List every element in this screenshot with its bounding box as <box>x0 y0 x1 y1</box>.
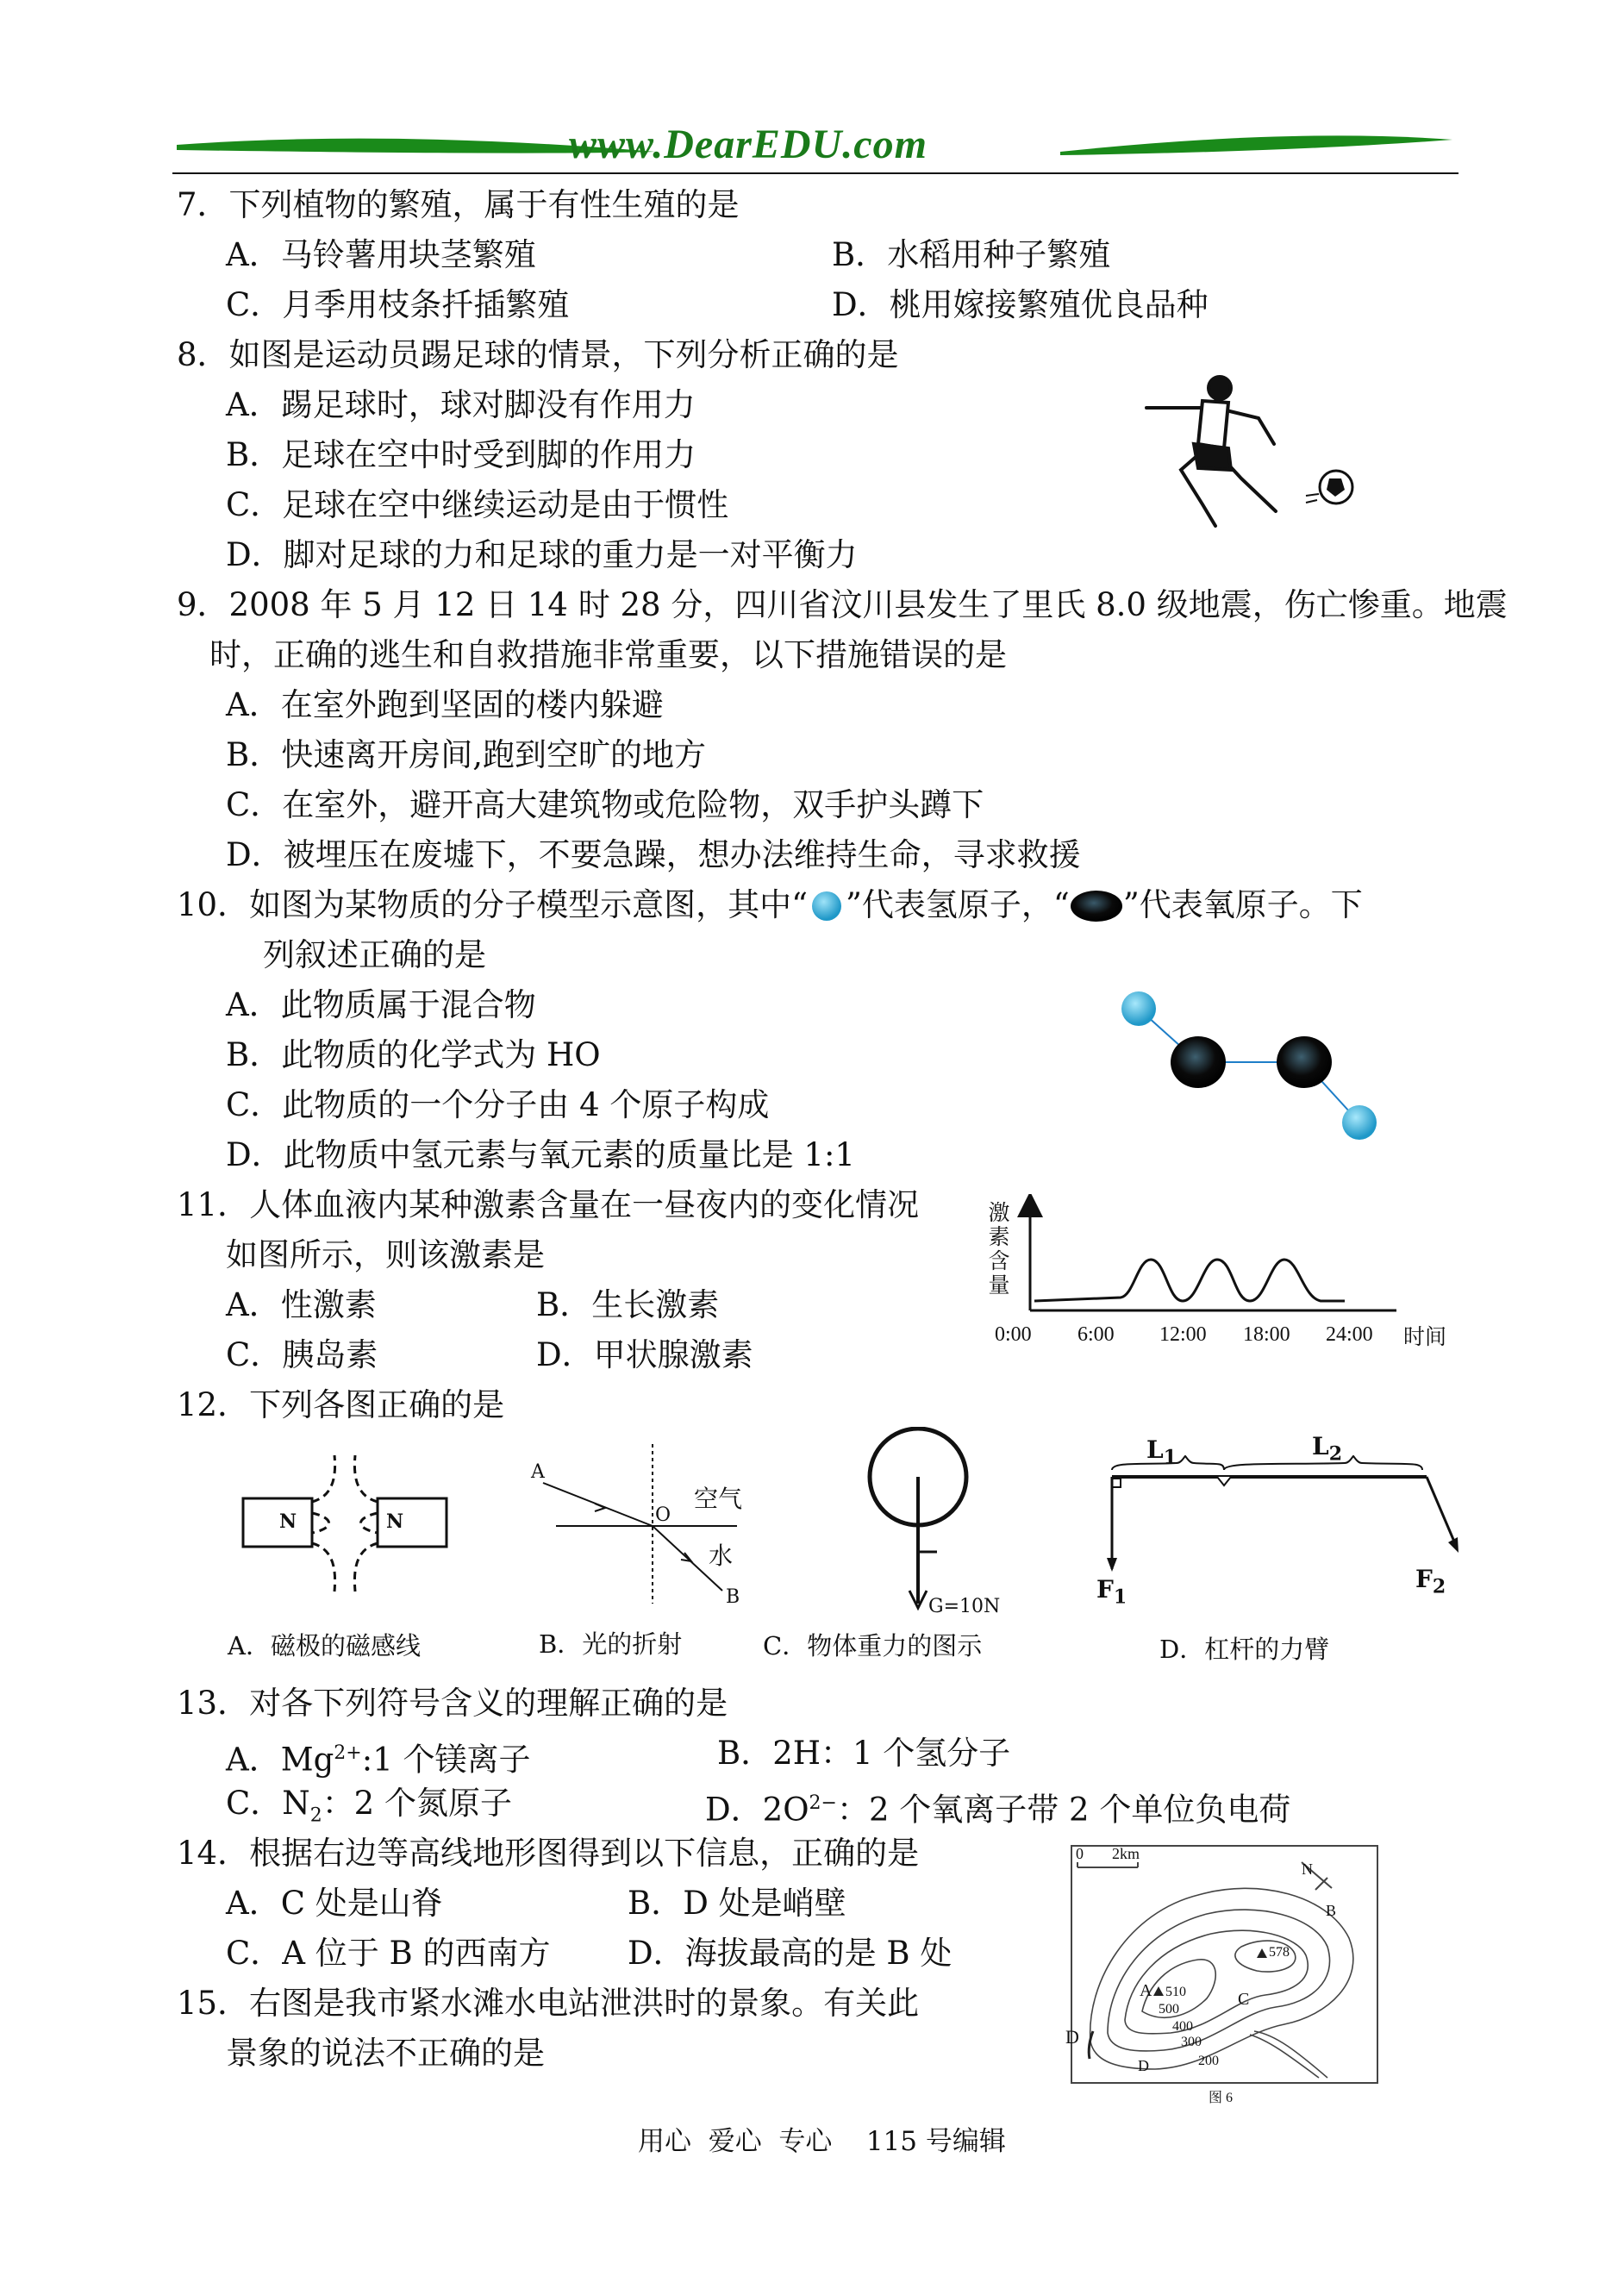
lever-l1-subscript: 1 <box>1163 1446 1177 1469</box>
q13-c-meaning: ：2 个氮原子 <box>322 1785 512 1822</box>
q13-option-c <box>226 1785 512 1835</box>
q8-option-b: B．足球在空中时受到脚的作用力 <box>226 436 696 473</box>
q11-option-d: D．甲状腺激素 <box>536 1336 753 1373</box>
q10-option-c: C．此物质的一个分子由 4 个原子构成 <box>226 1086 770 1123</box>
q10-stem-line1 <box>177 886 1363 924</box>
q12-stem: 12．下列各图正确的是 <box>177 1386 505 1423</box>
q14-option-a: A．C 处是山脊 <box>226 1885 443 1922</box>
q14-option-c: C．A 位于 B 的西南方 <box>226 1935 551 1972</box>
q11-stem-line2: 如图所示，则该激素是 <box>226 1236 545 1273</box>
contour-map <box>1065 1843 1384 2106</box>
q10-stem-part1: 10．如图为某物质的分子模型示意图，其中“ <box>177 886 808 923</box>
q11-option-b: B．生长激素 <box>536 1286 720 1323</box>
lever-figure <box>1095 1432 1465 1617</box>
lever-label-l2 <box>1312 1432 1342 1466</box>
q8-option-d: D．脚对足球的力和足球的重力是一对平衡力 <box>226 536 858 573</box>
q9-option-b: B．快速离开房间,跑到空旷的地方 <box>226 736 706 773</box>
lever-l1-letter: L <box>1146 1435 1164 1464</box>
q10-stem-part3: ”代表氧原子。下 <box>1122 886 1363 923</box>
q9-option-c: C．在室外，避开高大建筑物或危险物，双手护头蹲下 <box>226 786 984 823</box>
q13-d-meaning: ：2 个氧离子带 2 个单位负电荷 <box>836 1791 1291 1829</box>
q9-option-d: D．被埋压在废墟下，不要急躁，想办法维持生命，寻求救援 <box>226 836 1081 873</box>
magnet-n-label-left: N <box>279 1510 297 1533</box>
q13-stem: 13．对各下列符号含义的理解正确的是 <box>177 1685 728 1722</box>
refraction-label-o: O <box>655 1504 671 1526</box>
map-caption: 图 6 <box>1209 2091 1234 2105</box>
q15-stem-line2: 景象的说法不正确的是 <box>226 2035 545 2072</box>
header-rule <box>172 172 1458 174</box>
gravity-label: G=10N <box>928 1596 1001 1617</box>
q11-option-a: A．性激素 <box>226 1286 377 1323</box>
q11-stem-line1: 11．人体血液内某种激素含量在一昼夜内的变化情况 <box>177 1186 920 1223</box>
q8-stem: 8．如图是运动员踢足球的情景，下列分析正确的是 <box>177 336 899 373</box>
refraction-figure <box>526 1435 750 1608</box>
oxygen-atom-2 <box>1277 1036 1332 1088</box>
page-footer: 用心 爱心 专心 115 号编辑 <box>638 2126 1006 2157</box>
q10-option-a: A．此物质属于混合物 <box>226 986 536 1023</box>
q13-d-charge: 2− <box>809 1792 837 1814</box>
q12-caption-c: C．物体重力的图示 <box>763 1631 983 1660</box>
q13-option-a <box>226 1735 531 1779</box>
map-label-d-left: D <box>1065 2026 1079 2048</box>
map-label-c: C <box>1238 1990 1250 2009</box>
lever-f1-subscript: 1 <box>1113 1585 1127 1609</box>
header-site-name[interactable]: www.DearEDU.com <box>569 122 928 167</box>
map-label-b: B <box>1326 1902 1337 1919</box>
hydrogen-atom-icon <box>808 891 846 921</box>
q7-option-c: C．月季用枝条扦插繁殖 <box>226 286 570 323</box>
oxygen-atom-1 <box>1171 1036 1226 1088</box>
q10-stem-part2: ”代表氢原子，“ <box>846 886 1070 923</box>
q13-a-charge: 2+ <box>334 1742 362 1764</box>
refraction-label-water: 水 <box>709 1541 734 1570</box>
map-north-label: N <box>1302 1860 1313 1878</box>
q7-option-b: B．水稻用种子繁殖 <box>832 236 1111 273</box>
ylabel-char: 激 <box>988 1200 1010 1225</box>
q8-option-c: C．足球在空中继续运动是由于惯性 <box>226 486 729 523</box>
lever-label-l1 <box>1146 1435 1177 1469</box>
map-label-a: A <box>1140 1981 1152 2000</box>
lever-f1-letter: F <box>1096 1575 1114 1604</box>
tick-label: 18:00 <box>1243 1323 1290 1346</box>
refraction-label-b: B <box>726 1586 740 1608</box>
chart-x-label: 时间 <box>1403 1324 1447 1349</box>
lever-f2-subscript: 2 <box>1432 1575 1446 1598</box>
map-height-500: 500 <box>1159 2002 1179 2017</box>
magnet-field-figure <box>240 1448 455 1595</box>
gravity-figure <box>858 1427 1030 1621</box>
q14-option-d: D．海拔最高的是 B 处 <box>628 1935 953 1972</box>
tick-label: 24:00 <box>1326 1323 1373 1346</box>
lever-l2-letter: L <box>1312 1432 1329 1460</box>
oxygen-atom-icon <box>1070 890 1123 922</box>
magnet-n-label-right: N <box>386 1510 404 1533</box>
q10-option-d: D．此物质中氢元素与氧元素的质量比是 1:1 <box>226 1136 855 1173</box>
map-height-300: 300 <box>1181 2035 1202 2049</box>
q13-option-b: B．2H：1 个氢分子 <box>717 1735 1011 1772</box>
ylabel-char: 含 <box>988 1248 1010 1273</box>
q14-stem: 14．根据右边等高线地形图得到以下信息，正确的是 <box>177 1835 920 1872</box>
q11-option-c: C．胰岛素 <box>226 1336 378 1373</box>
molecule-model-diagram <box>1108 983 1392 1155</box>
q10-option-b: B．此物质的化学式为 HO <box>226 1036 601 1073</box>
q12-caption-d: D．杠杆的力臂 <box>1159 1635 1330 1664</box>
map-scale-km: 2km <box>1112 1845 1140 1862</box>
q12-caption-a: A．磁极的磁感线 <box>228 1631 421 1660</box>
lever-label-f1 <box>1096 1575 1127 1609</box>
q15-stem-line1: 15．右图是我市紧水滩水电站泄洪时的景象。有关此 <box>177 1985 920 2022</box>
ylabel-char: 量 <box>988 1273 1010 1298</box>
q13-d-symbol: D．2O <box>705 1791 809 1829</box>
ylabel-char: 素 <box>988 1224 1010 1249</box>
lever-l2-subscript: 2 <box>1328 1442 1342 1466</box>
q8-option-a: A．踢足球时，球对脚没有作用力 <box>226 386 696 423</box>
q9-stem-line1: 9．2008 年 5 月 12 日 14 时 28 分，四川省汶川县发生了里氏 8.0 级地震，伤亡惨重。地震 <box>177 586 1508 623</box>
q10-stem-line2: 列叙述正确的是 <box>263 936 486 973</box>
q13-c-symbol: C．N <box>226 1785 310 1822</box>
q7-stem: 7．下列植物的繁殖，属于有性生殖的是 <box>177 186 740 223</box>
q9-option-a: A．在室外跑到坚固的楼内躲避 <box>226 686 664 723</box>
hormone-chart <box>983 1194 1465 1349</box>
q7-option-a: A．马铃薯用块茎繁殖 <box>226 236 536 273</box>
tick-label: 12:00 <box>1159 1323 1207 1346</box>
header-banner <box>172 121 1457 174</box>
lever-f2-letter: F <box>1415 1565 1433 1593</box>
q13-a-symbol: A．Mg <box>226 1741 334 1779</box>
tick-label: 0:00 <box>995 1323 1032 1346</box>
q9-stem-line2: 时，正确的逃生和自救措施非常重要，以下措施错误的是 <box>209 636 1007 673</box>
lever-label-f2 <box>1415 1565 1446 1598</box>
q13-c-subscript: 2 <box>309 1804 322 1827</box>
map-height-400: 400 <box>1172 2019 1193 2034</box>
map-height-200: 200 <box>1198 2054 1219 2068</box>
map-scale-zero: 0 <box>1076 1845 1084 1862</box>
q14-option-b: B．D 处是峭壁 <box>628 1885 846 1922</box>
refraction-label-air: 空气 <box>694 1485 743 1513</box>
map-height-578: 578 <box>1269 1945 1290 1960</box>
q13-a-meaning: :1 个镁离子 <box>361 1741 531 1779</box>
tick-label: 6:00 <box>1077 1323 1115 1346</box>
soccer-player-illustration <box>1129 366 1371 539</box>
hormone-curve <box>1034 1260 1345 1301</box>
q12-caption-b: B．光的折射 <box>539 1629 683 1659</box>
q13-option-d <box>705 1785 1290 1829</box>
q7-option-d: D．桃用嫁接繁殖优良品种 <box>832 286 1209 323</box>
chart-y-label <box>988 1201 1010 1298</box>
map-height-510: 510 <box>1165 1985 1186 1999</box>
map-label-d-bottom: D <box>1138 2057 1149 2074</box>
refraction-label-a: A <box>531 1461 545 1483</box>
